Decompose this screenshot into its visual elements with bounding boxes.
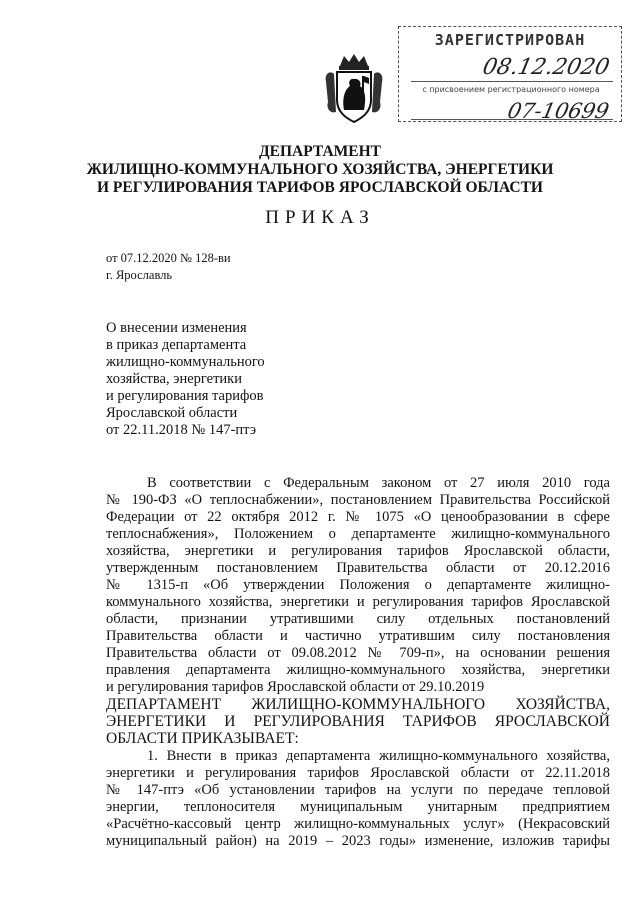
body-line: 1. Внести в приказ департамента жилищно-коммунального хозяйства, — [147, 748, 610, 764]
body-line: № 190-ФЗ «О теплоснабжении», постановлением Правительства Российской — [106, 492, 610, 508]
department-title-line-1: ДЕПАРТАМЕНТ — [258, 143, 382, 160]
order-date-number: от 07.12.2020 № 128-ви — [106, 251, 231, 265]
body-line: энергии, теплоносителя муниципальным унитарным предприятием — [106, 799, 610, 815]
subject-line: Ярославской области — [106, 405, 238, 421]
body-line: утвержденным постановлением Правительства области от 20.12.2016 — [106, 560, 610, 576]
body-line: Федерации от 22 октября 2012 г. № 1075 «О ценообразовании в сфере — [106, 509, 610, 525]
stamp-caption: с присвоением регистрационного номера — [422, 85, 600, 94]
department-title-line-3: И РЕГУЛИРОВАНИЯ ТАРИФОВ ЯРОСЛАВСКОЙ ОБЛАСТИ — [97, 179, 543, 196]
body-line: хозяйства, энергетики и регулирования тарифов Ярославской области, — [106, 543, 610, 559]
subject-line: О внесении изменения — [106, 320, 247, 336]
body-line: Правительства области и частично утратившим силу постановления — [106, 628, 610, 644]
body-line: «Расчётно-кассовый центр жилищно-коммунальных услуг» (Некрасовский — [106, 816, 610, 832]
document-type: ПРИКАЗ — [265, 207, 375, 228]
body-line: № 1315-п «Об утверждении Положения о департаменте жилищно- — [106, 577, 610, 593]
body-line: энергетики и регулирования тарифов Ярославской области от 22.11.2018 — [106, 765, 610, 781]
subject-line: в приказ департамента — [106, 337, 247, 353]
body-line: № 147-птэ «Об установлении тарифов на услуги по передаче тепловой — [106, 782, 610, 798]
body-line: области, признании утратившими силу отдельных постановлений — [106, 611, 610, 627]
stamp-title: ЗАРЕГИСТРИРОВАН — [434, 31, 586, 49]
subject-line: от 22.11.2018 № 147-птэ — [106, 422, 257, 438]
stamp-number: 07-10699 — [505, 99, 612, 123]
subject-line: хозяйства, энергетики — [106, 371, 242, 387]
body-line: ЭНЕРГЕТИКИ И РЕГУЛИРОВАНИЯ ТАРИФОВ ЯРОСЛАВСКОЙ — [106, 713, 610, 730]
body-line: ДЕПАРТАМЕНТ ЖИЛИЩНО-КОММУНАЛЬНОГО ХОЗЯЙСТВА, — [106, 696, 610, 713]
body-line: коммунального хозяйства, энергетики и регулирования тарифов Ярославской — [106, 594, 610, 610]
body-line: ОБЛАСТИ ПРИКАЗЫВАЕТ: — [106, 730, 299, 747]
body-line: Правительства области от 09.08.2012 № 709-п», на основании решения — [106, 645, 610, 661]
body-line: муниципальный район) на 2019 – 2023 годы» изменение, изложив тарифы — [106, 833, 610, 849]
body-line: правления департамента жилищно-коммунального хозяйства, энергетики — [106, 662, 610, 678]
body-line: теплоснабжения», Положением о департаменте жилищно-коммунального — [106, 526, 610, 542]
subject-line: жилищно-коммунального — [106, 354, 265, 370]
department-title-line-2: ЖИЛИЩНО-КОММУНАЛЬНОГО ХОЗЯЙСТВА, ЭНЕРГЕТИКИ — [86, 161, 554, 178]
body-line: и регулирования тарифов Ярославской области от 29.10.2019 — [106, 679, 485, 695]
subject-line: и регулирования тарифов — [106, 388, 264, 404]
stamp-date: 08.12.2020 — [480, 55, 612, 80]
coat-of-arms-icon — [322, 52, 386, 124]
registration-stamp — [398, 26, 622, 122]
order-city: г. Ярославль — [106, 268, 173, 282]
order-subject — [106, 320, 366, 439]
body-line: В соответствии с Федеральным законом от 27 июля 2010 года — [147, 475, 610, 491]
